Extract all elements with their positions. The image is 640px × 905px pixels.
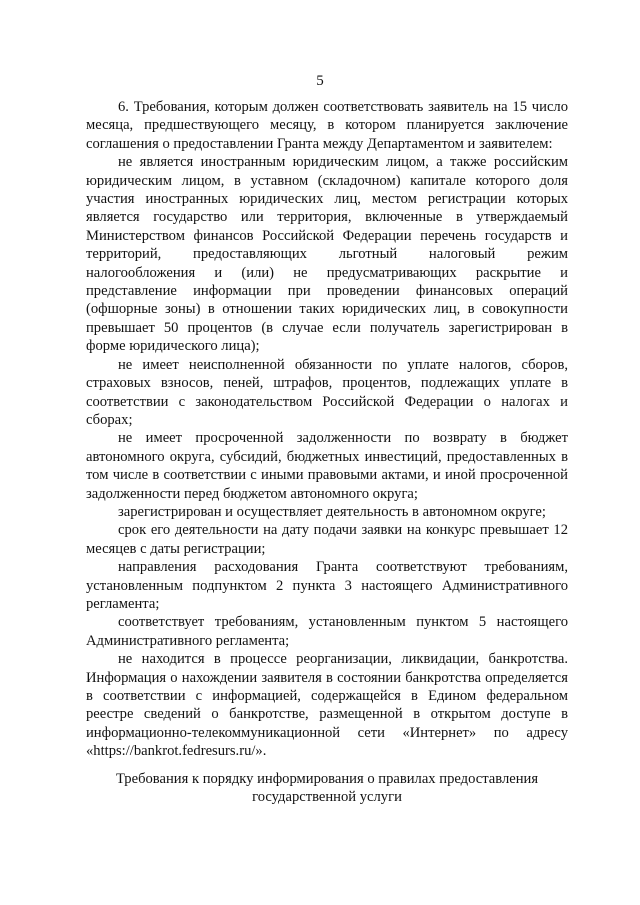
page-number: 5 <box>316 73 324 89</box>
document-body <box>86 98 568 761</box>
paragraph-activity-period: срок его деятельности на дату подачи заявки на конкурс превышает 12 месяцев с даты регистрации; <box>86 522 568 557</box>
paragraph-no-tax-debt: не имеет неисполненной обязанности по уплате налогов, сборов, страховых взносов, пеней, штрафов, процентов, подлежащих уплате в соответствии с законодательством Российской Федерации о налогах и сборах; <box>86 356 568 428</box>
paragraph-requirements-intro: 6. Требования, которым должен соответствовать заявитель на 15 число месяца, предшествующего месяцу, в котором планируется заключение соглашения о предоставлении Гранта между Департаментом и заявителем: <box>86 99 568 152</box>
paragraph-grant-spending: направления расходования Гранта соответствуют требованиям, установленным подпунктом 2 пункта 3 настоящего Административного регламента; <box>86 559 568 612</box>
paragraph-not-foreign-entity: не является иностранным юридическим лицом, а также российским юридическим лицом, в уставном (складочном) капитале которого доля участия иностранных юридических лиц, местом регистрации которых является государство или территория, включенные в утверждаемый Министерством финансов Российской Федерации перечень государств и территорий, предоставляющих льготный налоговый режим налогообложения и (или) не предусматривающих раскрытие и представление информации при проведении финансовых операций (офшорные зоны) в отношении таких юридических лиц, в совокупности превышает 50 процентов (в случае если получатель зарегистрирован в форме юридического лица); <box>86 154 568 355</box>
paragraph-registered-in-okrug: зарегистрирован и осуществляет деятельность в автономном округе; <box>118 503 546 520</box>
section-heading: Требования к порядку информирования о правилах предоставления государственной услуги <box>115 771 539 806</box>
paragraph-meets-item-5: соответствует требованиям, установленным пунктом 5 настоящего Административного регламента; <box>86 614 568 649</box>
paragraph-no-bankruptcy: не находится в процессе реорганизации, ликвидации, банкротства. Информация о нахождении заявителя в состоянии банкротства определяется в соответствии с информацией, содержащейся в Едином федеральном реестре сведений о банкротстве, размещенной в открытом доступе в информационно-телекоммуникационной сети «Интернет» по адресу «https://bankrot.fedresurs.ru/». <box>86 651 568 760</box>
paragraph-no-overdue-debt: не имеет просроченной задолженности по возврату в бюджет автономного округа, субсидий, бюджетных инвестиций, предоставленных в том числе в соответствии с иными правовыми актами, и иной просроченной задолженности перед бюджетом автономного округа; <box>86 430 568 502</box>
